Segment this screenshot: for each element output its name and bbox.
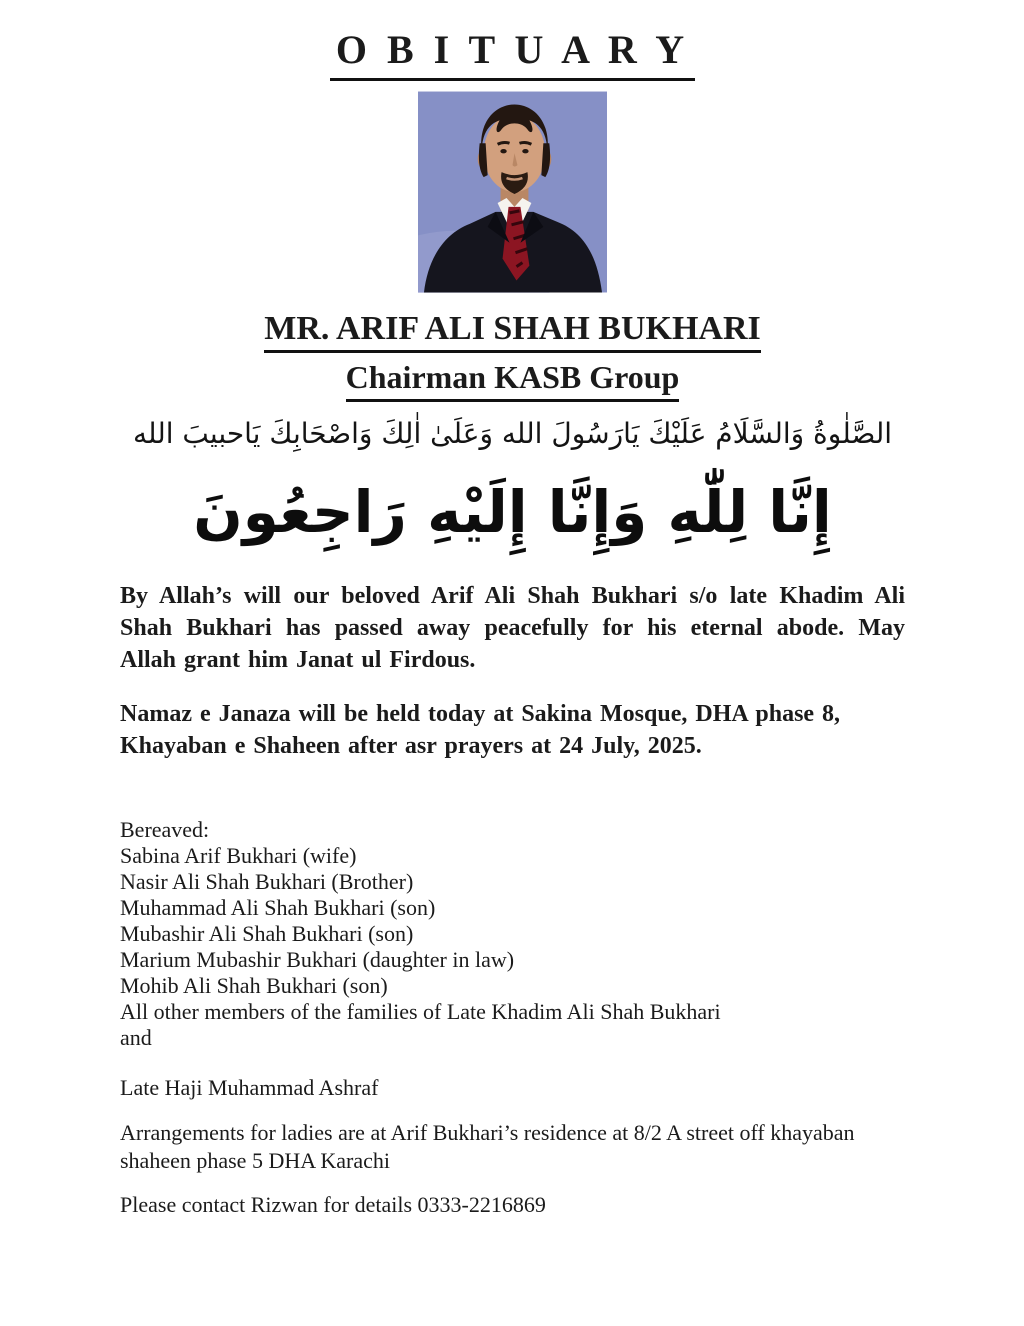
contact-line: Please contact Rizwan for details 0333-2216869: [120, 1192, 546, 1218]
bereaved-block: [120, 817, 905, 1051]
deceased-name-text: MR. ARIF ALI SHAH BUKHARI: [264, 310, 761, 353]
obituary-title: O B I T U A R Y: [330, 26, 695, 81]
deceased-name-heading: [120, 310, 905, 353]
arabic-salutation: الصَّلٰوةُ وَالسَّلَامُ عَلَيْكَ يَارَسُولَ الله وَعَلَىٰ اٰلِكَ وَاصْحَابِكَ يَاحبيبَ الله: [132, 416, 893, 450]
announcement-paragraph: By Allah’s will our beloved Arif Ali Shah Bukhari s/o late Khadim Ali Shah Bukhari has passed away peacefully for his eternal abode. May Allah grant him Janat ul Firdous.: [120, 583, 905, 674]
deceased-role-text: Chairman KASB Group: [346, 360, 680, 401]
janaza-paragraph: Namaz e Janaza will be held today at Sakina Mosque, DHA phase 8, Khayaban e Shaheen after asr prayers at 24 July, 2025.: [120, 701, 841, 760]
portrait-photo-graphic: [418, 91, 607, 293]
bereaved-item: Mubashir Ali Shah Bukhari (son): [120, 921, 414, 947]
bereaved-item: All other members of the families of Late Khadim Ali Shah Bukhari: [120, 999, 721, 1025]
second-family-line: Late Haji Muhammad Ashraf: [120, 1075, 379, 1101]
bereaved-item: Nasir Ali Shah Bukhari (Brother): [120, 869, 414, 895]
bereaved-item: Muhammad Ali Shah Bukhari (son): [120, 895, 436, 921]
eye-left: [500, 149, 506, 153]
eye-right: [522, 149, 528, 153]
arrangements-paragraph: Arrangements for ladies are at Arif Bukhari’s residence at 8/2 A street off khayaban shaheen phase 5 DHA Karachi: [120, 1120, 855, 1174]
bereaved-item: Mohib Ali Shah Bukhari (son): [120, 973, 388, 999]
portrait-photo: [120, 91, 905, 298]
bereaved-item: and: [120, 1025, 152, 1051]
bereaved-item: Marium Mubashir Bukhari (daughter in law): [120, 947, 515, 973]
arabic-calligraphy: إِنَّا لِلّٰهِ وَإِنَّا إِلَيْهِ رَاجِعُونَ: [193, 478, 832, 547]
bereaved-label: Bereaved:: [120, 817, 210, 843]
bereaved-item: Sabina Arif Bukhari (wife): [120, 843, 357, 869]
deceased-role-heading: [120, 359, 905, 401]
